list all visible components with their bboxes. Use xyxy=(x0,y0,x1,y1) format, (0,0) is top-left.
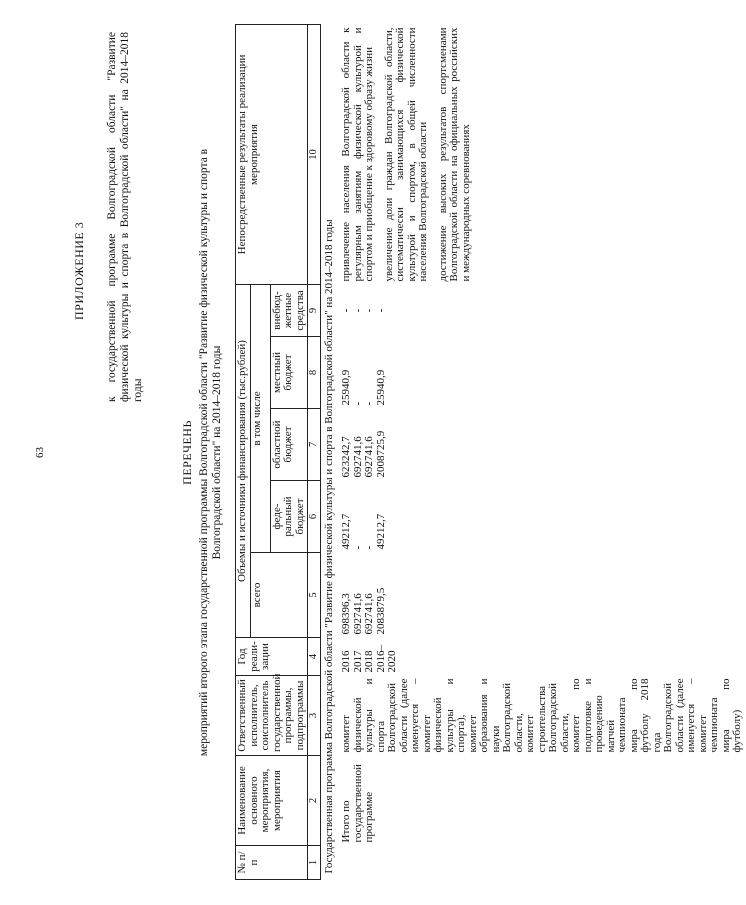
header-num: № п/п xyxy=(236,846,308,880)
result-item: достижение высоких результатов спортсменами Волгоградской области на официальных российских и международных соревнованиях xyxy=(436,27,472,282)
regional-value: 692741,6 xyxy=(351,436,364,478)
row-num-cell xyxy=(339,846,746,880)
column-number: 5 xyxy=(308,553,321,638)
result-item: привлечение населения Волгоградской области к регулярным занятиям физической культурой и спортом и приобщение к здоровому образу жизни xyxy=(340,27,375,282)
row-name-cell xyxy=(339,756,746,846)
header-row xyxy=(236,24,251,879)
result-item: увеличение доли граждан Волгоградской области, систематически занимающихся физической культурой и спортом, в общей численности населения Волгоградской области xyxy=(382,27,429,282)
measures-table xyxy=(235,24,746,880)
federal-value: - xyxy=(363,545,375,550)
header-executor: Ответственный исполнитель, соисполнитель государственной программы, подпрограммы xyxy=(236,676,308,756)
row-executor-cell xyxy=(339,676,746,756)
header-year: Год реали-зации xyxy=(236,638,308,676)
federal-value: 49212,7 xyxy=(374,513,387,550)
year-value: 2017 xyxy=(351,650,364,673)
table-row xyxy=(339,24,746,879)
row-regional-cell xyxy=(339,409,746,481)
column-number: 8 xyxy=(308,337,321,409)
total-value: 692741,6 xyxy=(351,593,364,635)
extra-value: - xyxy=(363,308,375,313)
row-federal-cell xyxy=(339,481,746,553)
local-value: - xyxy=(363,401,375,406)
header-total: всего xyxy=(250,553,308,638)
column-number-row xyxy=(308,24,321,879)
regional-value: 623242,7 xyxy=(340,436,352,478)
column-number: 2 xyxy=(308,756,321,846)
local-value: - xyxy=(351,401,364,406)
regional-value: 692741,6 xyxy=(363,436,375,478)
row-local-cell xyxy=(339,337,746,409)
document-title: ПЕРЕЧЕНЬ xyxy=(180,420,194,485)
extra-value: - xyxy=(374,308,387,313)
column-number: 1 xyxy=(308,846,321,880)
total-value: 2083879,5 xyxy=(374,587,387,635)
total-value: 698396,3 xyxy=(340,593,352,635)
column-number: 7 xyxy=(308,409,321,481)
row-total-cell xyxy=(339,553,746,638)
header-extra: внебюд-жетные средства xyxy=(270,284,308,336)
header-incl: в том числе xyxy=(250,284,270,552)
row-extra-cell xyxy=(339,284,746,336)
column-number: 4 xyxy=(308,638,321,676)
page-number: 63 xyxy=(34,447,46,458)
row-name: Итого по государственной программе xyxy=(340,764,375,843)
section-row xyxy=(320,24,339,879)
column-number: 10 xyxy=(308,24,321,284)
header-local: местный бюджет xyxy=(270,337,308,409)
header-federal: феде-ральный бюджет xyxy=(270,481,308,553)
document-subtitle: мероприятий второго этапа государственной программы Волгоградской области "Развитие физической культуры и спорта в Волгоградской области" на 2014–2018 годы xyxy=(198,148,223,757)
appendix-title: ПРИЛОЖЕНИЕ 3 xyxy=(72,221,86,320)
section-title: Государственная программа Волгоградской области "Развитие физической культуры и спорта в Волгоградской области" на 2014–2018 годы xyxy=(322,219,335,874)
appendix-text: к государственной программе Волгоградской области "Развитие физической культуры и спорта в Волгоградской области" на 2014–2018 годы xyxy=(106,32,144,402)
header-regional: областной бюджет xyxy=(270,409,308,481)
regional-value: 2008725,9 xyxy=(374,430,387,478)
rotated-page-content xyxy=(20,20,743,885)
row-executor: комитет физической культуры и спорта Волгоградской области (далее именуется – комитет физической культуры и спорта), комитет образования и науки Волгоградской области, комитет строительства Волгоградской области, комитет по подготовке и проведению матчей чемпионата мира по футболу 2018 года Волгоградской области (далее именуется – комитет чемпионата мира по футболу) xyxy=(340,678,743,753)
column-number: 9 xyxy=(308,284,321,336)
total-value: 692741,6 xyxy=(363,593,375,635)
row-years-cell xyxy=(339,638,746,676)
federal-value: 49212,7 xyxy=(340,513,352,550)
column-number: 3 xyxy=(308,676,321,756)
local-value: 25940,9 xyxy=(374,369,387,406)
header-funding: Объемы и источники финансирования (тыс.рублей) xyxy=(236,284,251,637)
header-result: Непосредственные результаты реализации мероприятия xyxy=(236,24,308,284)
extra-value: - xyxy=(351,308,364,313)
column-number: 6 xyxy=(308,481,321,553)
year-value: 2018 xyxy=(363,650,375,673)
extra-value: - xyxy=(340,308,352,313)
federal-value: - xyxy=(351,545,364,550)
year-value: 2016–2020 xyxy=(374,645,398,673)
row-results-cell xyxy=(339,24,746,284)
header-name: Наименование основного мероприятия, мероприятия xyxy=(236,756,308,846)
year-value: 2016 xyxy=(340,650,352,673)
local-value: 25940,9 xyxy=(340,369,352,406)
